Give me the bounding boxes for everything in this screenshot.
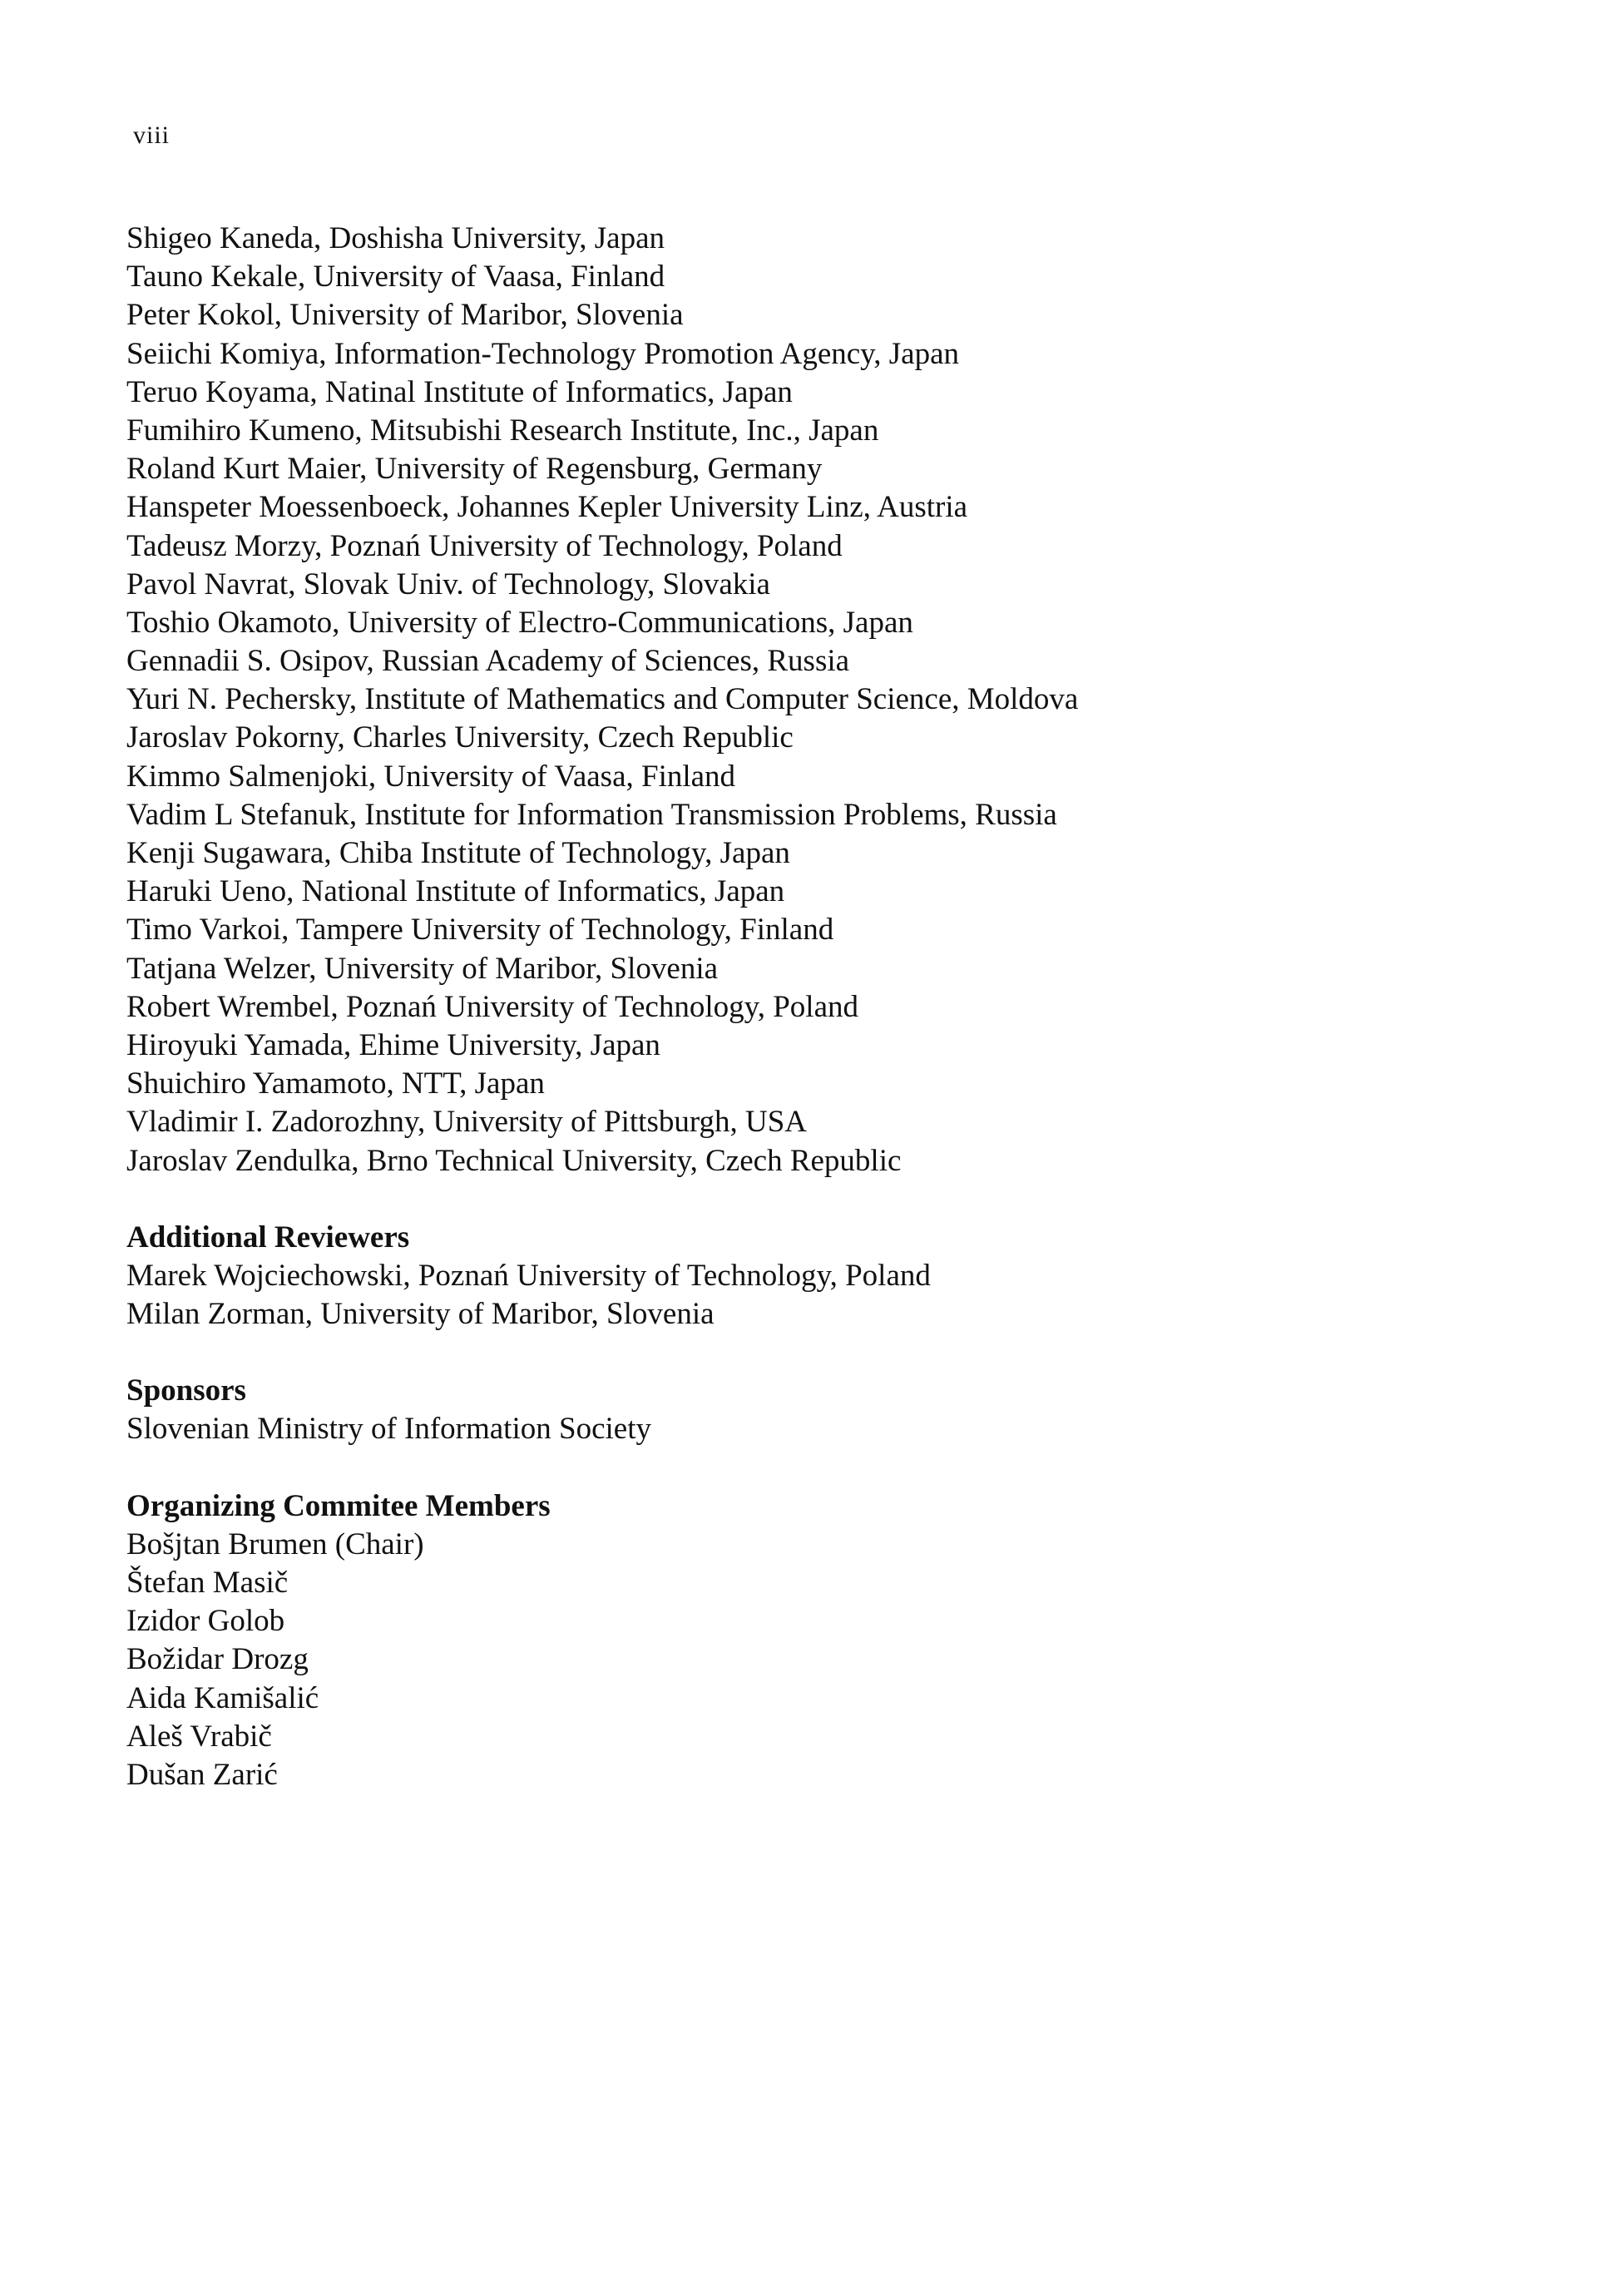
committee-member: Pavol Navrat, Slovak Univ. of Technology, Slovakia <box>126 567 770 601</box>
committee-member: Jaroslav Zendulka, Brno Technical University, Czech Republic <box>126 1143 902 1178</box>
section-spacer <box>126 1334 1540 1372</box>
sponsor-entry: Slovenian Ministry of Information Society <box>126 1412 651 1447</box>
committee-member: Hanspeter Moessenboeck, Johannes Kepler University Linz, Austria <box>126 490 968 525</box>
committee-member: Teruo Koyama, Natinal Institute of Informatics, Japan <box>126 374 793 409</box>
committee-member: Tadeusz Morzy, Poznań University of Technology, Poland <box>126 528 843 563</box>
sponsors-section <box>126 1372 1540 1448</box>
additional-reviewers-heading: Additional Reviewers <box>126 1220 410 1254</box>
committee-member: Peter Kokol, University of Maribor, Slovenia <box>126 298 684 333</box>
committee-member: Shuichiro Yamamoto, NTT, Japan <box>126 1066 545 1101</box>
organizer-entry: Bošjtan Brumen (Chair) <box>126 1527 424 1561</box>
committee-member: Toshio Okamoto, University of Electro-Communications, Japan <box>126 605 913 640</box>
organizing-committee-section <box>126 1487 1540 1795</box>
section-spacer <box>126 1180 1540 1219</box>
reviewer-entry: Marek Wojciechowski, Poznań University of Technology, Poland <box>126 1258 931 1293</box>
organizer-entry: Aleš Vrabič <box>126 1719 272 1754</box>
committee-member: Kimmo Salmenjoki, University of Vaasa, Finland <box>126 759 736 794</box>
sponsors-heading: Sponsors <box>126 1373 246 1408</box>
committee-member: Kenji Sugawara, Chiba Institute of Technology, Japan <box>126 836 790 870</box>
committee-member: Tauno Kekale, University of Vaasa, Finland <box>126 260 665 294</box>
committee-member: Jaroslav Pokorny, Charles University, Czech Republic <box>126 720 794 755</box>
committee-member: Haruki Ueno, National Institute of Informatics, Japan <box>126 874 785 909</box>
committee-member: Tatjana Welzer, University of Maribor, Slovenia <box>126 951 719 986</box>
committee-member: Hiroyuki Yamada, Ehime University, Japan <box>126 1027 660 1062</box>
organizer-entry: Božidar Drozg <box>126 1642 309 1677</box>
committee-member: Robert Wrembel, Poznań University of Technology, Poland <box>126 989 858 1024</box>
committee-member: Roland Kurt Maier, University of Regensburg, Germany <box>126 452 823 487</box>
committee-member: Fumihiro Kumeno, Mitsubishi Research Institute, Inc., Japan <box>126 413 879 448</box>
committee-member: Yuri N. Pechersky, Institute of Mathematics and Computer Science, Moldova <box>126 682 1079 717</box>
organizer-entry: Štefan Masič <box>126 1566 289 1600</box>
reviewer-entry: Milan Zorman, University of Maribor, Slovenia <box>126 1297 715 1332</box>
organizer-entry: Aida Kamišalić <box>126 1680 319 1715</box>
committee-member: Vadim L Stefanuk, Institute for Information Transmission Problems, Russia <box>126 797 1057 832</box>
committee-member: Seiichi Komiya, Information-Technology Promotion Agency, Japan <box>126 336 960 371</box>
organizer-entry: Dušan Zarić <box>126 1757 278 1792</box>
committee-member: Gennadii S. Osipov, Russian Academy of Sciences, Russia <box>126 644 850 679</box>
committee-member: Vladimir I. Zadorozhny, University of Pittsburgh, USA <box>126 1105 808 1140</box>
committee-member: Timo Varkoi, Tampere University of Technology, Finland <box>126 913 834 948</box>
organizer-entry: Izidor Golob <box>126 1604 285 1639</box>
additional-reviewers-section <box>126 1219 1540 1334</box>
section-spacer <box>126 1449 1540 1487</box>
committee-members-list <box>126 220 1540 1180</box>
page-content <box>126 220 1540 1794</box>
committee-member: Shigeo Kaneda, Doshisha University, Japan <box>126 221 665 255</box>
page-number: viii <box>133 121 171 149</box>
organizing-committee-heading: Organizing Commitee Members <box>126 1488 551 1523</box>
